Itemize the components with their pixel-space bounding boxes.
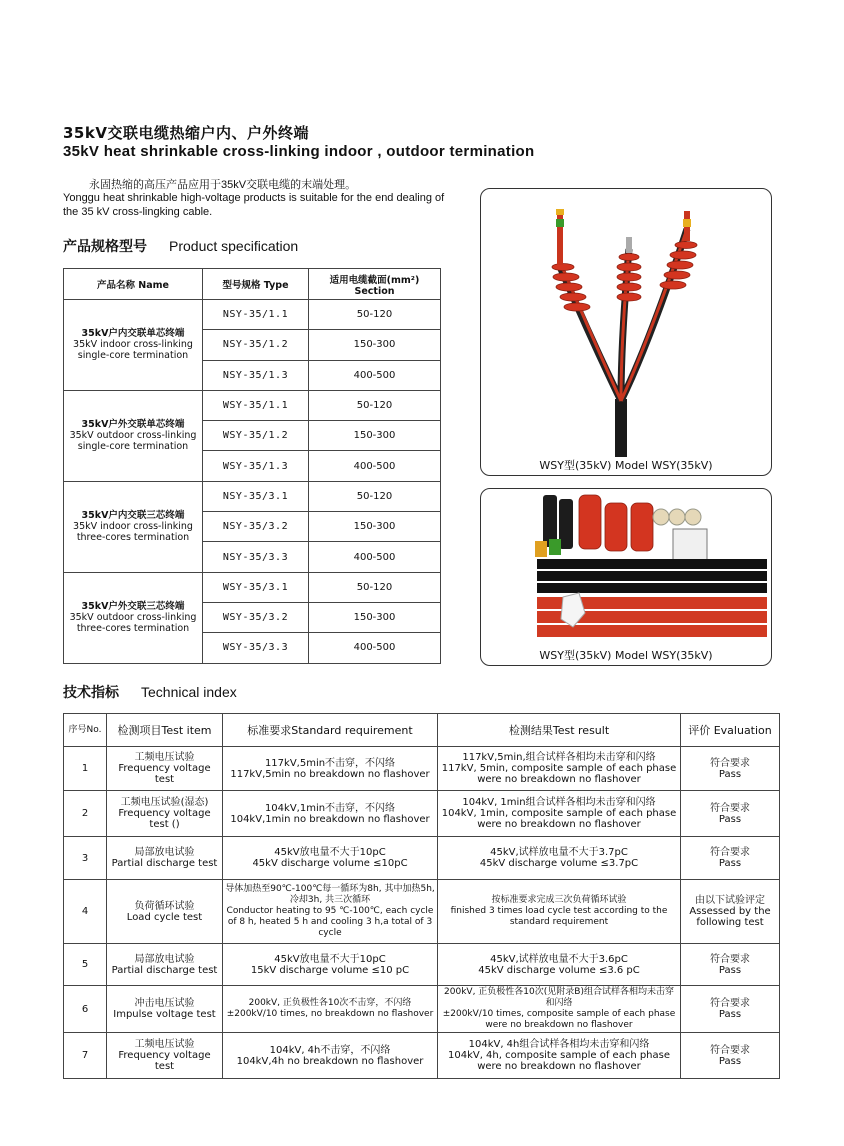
spec-model: NSY-35/1.3 [203, 360, 309, 390]
tech-header-req: 标准要求Standard requirement [223, 714, 438, 747]
tech-result: 45kV,试样放电量不大于3.6pC 45kV discharge volume ≤3.6 pC [438, 944, 681, 986]
tech-result: 104kV, 1min组合试样各相均未击穿和闪络 104kV, 1min, composite sample of each phase were no breakdown no flashover [438, 791, 681, 837]
tech-row [64, 837, 780, 880]
page-title-cn: 35kV交联电缆热缩户内、户外终端 [63, 124, 309, 142]
spec-model: WSY-35/1.2 [203, 421, 309, 451]
tech-item: 负荷循环试验 Load cycle test [107, 880, 223, 944]
spec-section: 50-120 [309, 481, 441, 511]
photo-top-caption: WSY型(35kV) Model WSY(35kV) [539, 459, 713, 472]
spec-model: WSY-35/3.1 [203, 572, 309, 602]
page-title-en: 35kV heat shrinkable cross-linking indoor , outdoor termination [63, 143, 535, 160]
tech-item: 工频电压试验 Frequency voltage test [107, 747, 223, 791]
tech-result: 117kV,5min,组合试样各相均未击穿和闪络 117kV, 5min, composite sample of each phase were no breakdown no flashover [438, 747, 681, 791]
tech-req: 104kV,1min不击穿，不闪络 104kV,1min no breakdown no flashover [223, 791, 438, 837]
spec-model: WSY-35/1.1 [203, 390, 309, 420]
spec-section: 150-300 [309, 602, 441, 632]
spec-section-title [63, 236, 298, 256]
tech-req: 45kV放电量不大于10pC 45kV discharge volume ≤10pC [223, 837, 438, 880]
tech-eval: 符合要求 Pass [681, 791, 780, 837]
tech-eval: 符合要求 Pass [681, 944, 780, 986]
tech-no: 2 [64, 791, 107, 837]
spec-product-name: 35kV户外交联三芯终端 35kV outdoor cross-linking three-cores termination [64, 572, 203, 663]
tech-no: 1 [64, 747, 107, 791]
tech-eval: 符合要求 Pass [681, 986, 780, 1033]
tech-row [64, 791, 780, 837]
tech-no: 5 [64, 944, 107, 986]
product-photo-bottom [480, 488, 772, 666]
tech-req: 104kV, 4h不击穿，不闪络 104kV,4h no breakdown no flashover [223, 1033, 438, 1079]
spec-section: 150-300 [309, 512, 441, 542]
photo-bottom-caption: WSY型(35kV) Model WSY(35kV) [539, 649, 713, 662]
tech-item: 工频电压试验 Frequency voltage test [107, 1033, 223, 1079]
termination-illustration [481, 189, 771, 457]
spec-product-name: 35kV户内交联三芯终端 35kV indoor cross-linking three-cores termination [64, 481, 203, 572]
tech-item: 局部放电试验 Partial discharge test [107, 837, 223, 880]
tech-no: 4 [64, 880, 107, 944]
tech-result: 45kV,试样放电量不大于3.7pC 45kV discharge volume ≤3.7pC [438, 837, 681, 880]
spec-table [63, 268, 441, 664]
tech-header-eval: 评价 Evaluation [681, 714, 780, 747]
spec-model: WSY-35/3.3 [203, 633, 309, 663]
spec-row [64, 572, 441, 602]
tech-row [64, 1033, 780, 1079]
spec-section: 50-120 [309, 300, 441, 330]
tech-header-no: 序号No. [64, 714, 107, 747]
spec-section: 150-300 [309, 330, 441, 360]
tech-header-item: 检测项目Test item [107, 714, 223, 747]
tech-row [64, 944, 780, 986]
spec-section: 400-500 [309, 451, 441, 481]
tech-section-title [63, 682, 237, 702]
spec-model: NSY-35/3.1 [203, 481, 309, 511]
tech-row [64, 880, 780, 944]
tech-req: 导体加热至90℃-100℃每一循环为8h, 其中加热5h,冷却3h, 共三次循环 Conductor heating to 95 ℃-100℃, each cycle of 8 h, heated 5 h and cooling 3 h,a total of 3 cycle [223, 880, 438, 944]
tech-eval: 符合要求 Pass [681, 1033, 780, 1079]
spec-model: NSY-35/3.3 [203, 542, 309, 572]
spec-section-title-cn: 产品规格型号 [63, 239, 147, 255]
intro-en: Yonggu heat shrinkable high-voltage products is suitable for the end dealing of the 35 kV cross-lingking cable. [63, 192, 445, 218]
spec-row [64, 481, 441, 511]
tech-item: 局部放电试验 Partial discharge test [107, 944, 223, 986]
tech-table [63, 713, 780, 1079]
spec-section: 50-120 [309, 390, 441, 420]
tech-eval: 符合要求 Pass [681, 747, 780, 791]
tech-header-result: 检测结果Test result [438, 714, 681, 747]
spec-header-name: 产品名称 Name [64, 269, 203, 300]
tech-result: 104kV, 4h组合试样各相均未击穿和闪络 104kV, 4h, composite sample of each phase were no breakdown no flashover [438, 1033, 681, 1079]
tech-row [64, 986, 780, 1033]
tech-eval: 符合要求 Pass [681, 837, 780, 880]
spec-section-title-en: Product specification [169, 238, 299, 254]
tech-req: 200kV, 正负极性各10次不击穿，不闪络 ±200kV/10 times, no breakdown no flashover [223, 986, 438, 1033]
tech-eval: 由以下试验评定 Assessed by the following test [681, 880, 780, 944]
spec-row [64, 300, 441, 330]
tech-section-title-cn: 技术指标 [63, 685, 119, 701]
spec-row [64, 390, 441, 420]
product-photo-top [480, 188, 772, 476]
tech-req: 45kV放电量不大于10pC 15kV discharge volume ≤10 pC [223, 944, 438, 986]
spec-model: NSY-35/1.1 [203, 300, 309, 330]
spec-product-name: 35kV户外交联单芯终端 35kV outdoor cross-linking single-core termination [64, 390, 203, 481]
intro-cn: 永固热缩的高压产品应用于35kV交联电缆的末端处理。 [89, 179, 357, 191]
tech-result: 200kV, 正负极性各10次(见附录B)组合试样各相均未击穿和闪络 ±200kV/10 times, composite sample of each phase were no breakdown no flashover [438, 986, 681, 1033]
tech-req: 117kV,5min不击穿，不闪络 117kV,5min no breakdown no flashover [223, 747, 438, 791]
spec-section: 50-120 [309, 572, 441, 602]
spec-model: NSY-35/1.2 [203, 330, 309, 360]
kit-illustration [481, 489, 771, 647]
tech-no: 3 [64, 837, 107, 880]
tech-no: 7 [64, 1033, 107, 1079]
spec-model: NSY-35/3.2 [203, 512, 309, 542]
tech-no: 6 [64, 986, 107, 1033]
spec-section: 150-300 [309, 421, 441, 451]
spec-model: WSY-35/1.3 [203, 451, 309, 481]
spec-header-model: 型号规格 Type [203, 269, 309, 300]
spec-product-name: 35kV户内交联单芯终端 35kV indoor cross-linking single-core termination [64, 300, 203, 391]
spec-section: 400-500 [309, 542, 441, 572]
tech-section-title-en: Technical index [141, 684, 237, 700]
spec-section: 400-500 [309, 360, 441, 390]
spec-header-section: 适用电缆截面(mm²) Section [309, 269, 441, 300]
tech-result: 按标准要求完成三次负荷循环试验 finished 3 times load cycle test according to the standard requirement [438, 880, 681, 944]
spec-section: 400-500 [309, 633, 441, 663]
tech-item: 冲击电压试验 Impulse voltage test [107, 986, 223, 1033]
spec-model: WSY-35/3.2 [203, 602, 309, 632]
tech-row [64, 747, 780, 791]
tech-item: 工频电压试验(湿态) Frequency voltage test () [107, 791, 223, 837]
